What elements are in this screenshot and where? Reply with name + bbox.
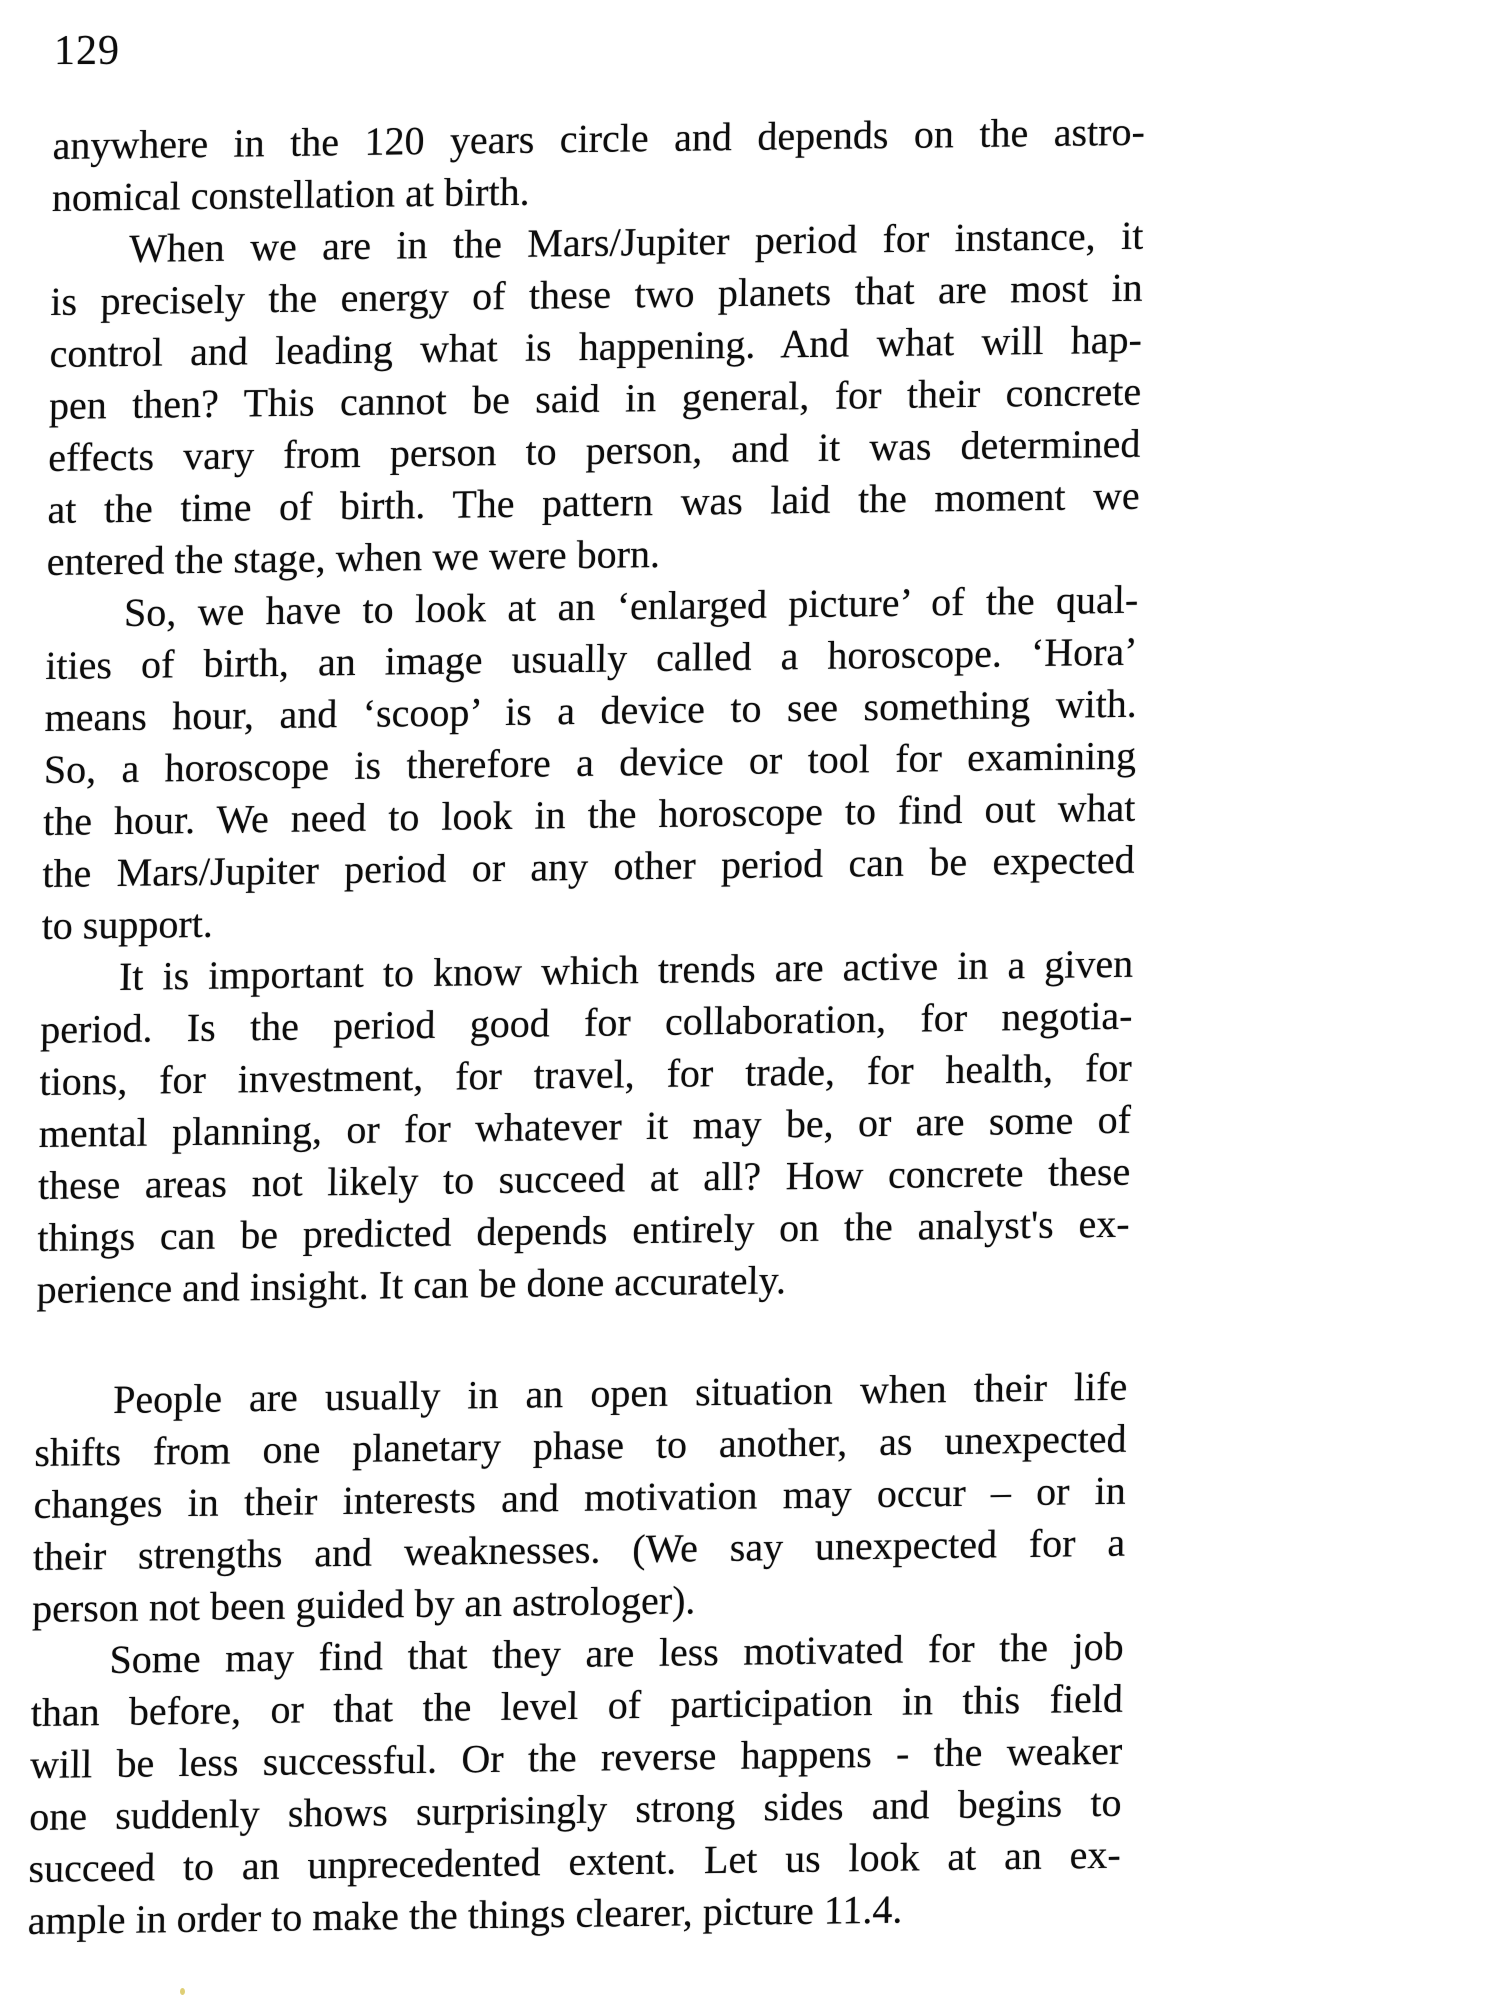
text-line: will be less successful. Or the reverse happens - the weaker [29,1727,1123,1787]
text-line: mental planning, or for whatever it may be, or are some of [38,1096,1132,1156]
text-line: person not been guided by an astrologer). [31,1577,696,1631]
scan-artifact-speck [180,1988,185,1995]
text-line: at the time of birth. The pattern was laid the moment we [47,472,1141,532]
text-line: When we are in the Mars/Jupiter period for instance, it [128,212,1144,271]
text-line: to support. [41,900,214,948]
text-line: tions, for investment, for travel, for trade, for health, for [39,1044,1133,1104]
text-line: things can be predicted depends entirely on the analyst's ex- [37,1200,1130,1260]
text-line: ample in order to make the things clearer, picture 11.4. [27,1886,903,1943]
text-line: the hour. We need to look in the horoscope to find out what [42,784,1136,844]
text-line: effects vary from person to person, and it was determined [47,420,1141,480]
page-number: 129 [54,28,120,74]
text-line: control and leading what is happening. And what will hap- [49,316,1143,376]
text-line: ities of birth, an image usually called a horoscope. ‘Hora’ [45,628,1138,688]
text-line: It is important to know which trends are active in a given [118,940,1134,999]
text-line: perience and insight. It can be done accurately. [36,1257,787,1312]
text-line: shifts from one planetary phase to another, as unexpected [34,1415,1127,1475]
page-body-text [27,106,1145,1947]
text-line: succeed to an unprecedented extent. Let us look at an ex- [28,1831,1122,1891]
paragraph-6 [27,1621,1124,1947]
text-line: Some may find that they are less motivated for the job [109,1623,1125,1682]
text-line: one suddenly shows surprisingly strong sides and begins to [28,1779,1122,1839]
text-line: So, a horoscope is therefore a device or tool for examining [43,732,1137,792]
text-line: the Mars/Jupiter period or any other period can be expected [42,836,1135,896]
paragraph-1 [52,106,1146,224]
text-line: People are usually in an open situation when their life [112,1363,1128,1422]
text-line: is precisely the energy of these two planets that are most in [50,264,1143,324]
text-line: anywhere in the 120 years circle and depends on the astro- [52,108,1146,168]
paragraph-3 [41,574,1138,952]
text-line: these areas not likely to succeed at all? How concrete these [37,1148,1131,1208]
paragraph-2 [46,210,1143,588]
text-line: period. Is the period good for collaboration, for negotia- [39,992,1133,1052]
text-line: entered the stage, when we were born. [46,530,661,584]
text-line: So, we have to look at an ‘enlarged picture’ of the qual- [123,576,1139,635]
paragraph-5 [32,1361,1128,1635]
paragraph-4 [36,938,1133,1316]
text-line: nomical constellation at birth. [51,168,530,220]
text-line: changes in their interests and motivation may occur – or in [33,1467,1127,1527]
text-line: than before, or that the level of participation in this field [30,1675,1124,1735]
text-line: their strengths and weaknesses. (We say unexpected for a [32,1519,1126,1579]
text-line: means hour, and ‘scoop’ is a device to see something with. [44,680,1138,740]
text-line: pen then? This cannot be said in general, for their concrete [48,368,1142,428]
